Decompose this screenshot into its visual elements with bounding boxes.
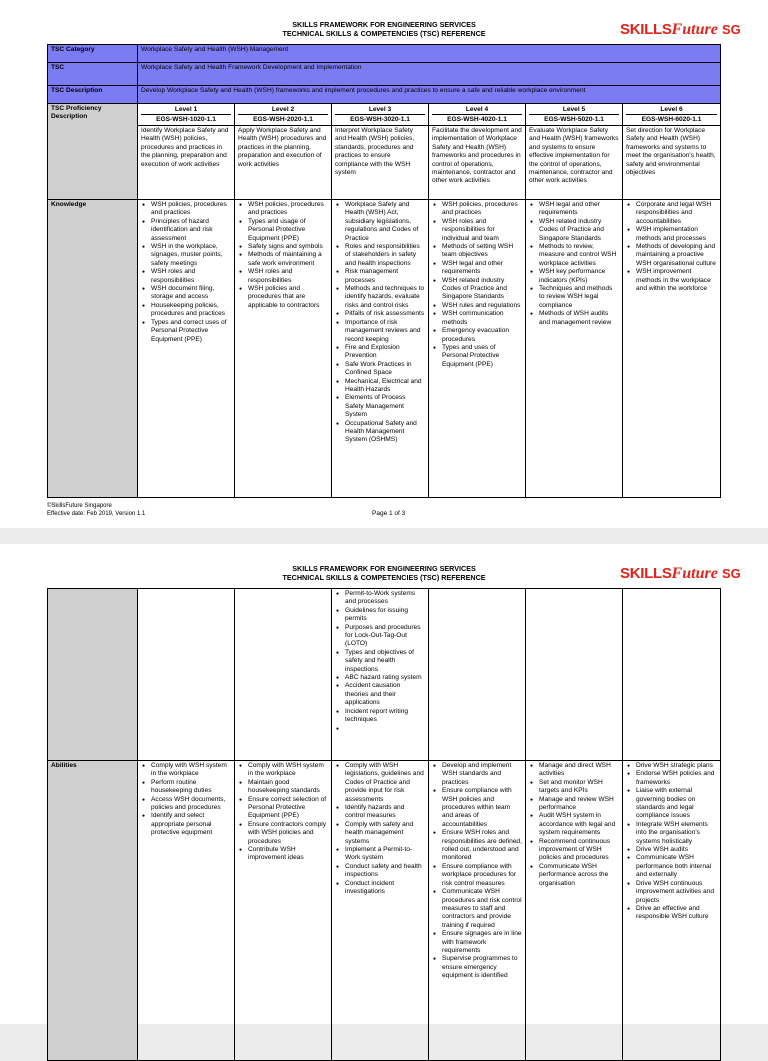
- bullet-item: ● Ensure contractors comply with WSH policies and procedures: [248, 821, 328, 846]
- bullet-item: ● Roles and responsibilities of stakeholders in safety and health inspections: [345, 243, 425, 268]
- tsc-table: [47, 44, 721, 498]
- bullet-item: ● WSH roles and responsibilities: [248, 268, 328, 285]
- bullet-item: ● Supervise programmes to ensure emergency equipment is identified: [442, 955, 522, 980]
- tsc-category-value: Workplace Safety and Health (WSH) Management: [138, 45, 721, 63]
- bullet-item: ● Integrate WSH elements into the organisation's systems holistically: [636, 821, 717, 846]
- bullet-item: ● Contribute WSH improvement ideas: [248, 846, 328, 863]
- bullet-item: ● ABC hazard rating system: [345, 674, 425, 682]
- bullet-item: ● Audit WSH system in accordance with legal and system requirements: [539, 812, 619, 837]
- bullet-item: ● WSH roles and responsibilities for individual and team: [442, 218, 522, 243]
- bullet-item: ● Permit-to-Work systems and processes: [345, 590, 425, 607]
- bullet-item: ● Accident causation theories and their applications: [345, 682, 425, 707]
- bullet-item: ● Develop and implement WSH standards and practices: [442, 762, 522, 787]
- level-1-header: Level 1 EGS-WSH-1020-1.1: [138, 104, 235, 126]
- abilities-label: Abilities: [48, 761, 138, 1061]
- bullet-item: ● Types and usage of Personal Protective Equipment (PPE): [248, 218, 328, 243]
- bullet-item: ● WSH legal and other requirements: [539, 201, 619, 218]
- bullet-item: ● Methods of WSH audits and management review: [539, 310, 619, 327]
- header-subtitle: TECHNICAL SKILLS & COMPETENCIES (TSC) REFERENCE: [282, 573, 486, 582]
- knowledge-level-2: [235, 200, 332, 498]
- header-title: SKILLS FRAMEWORK FOR ENGINEERING SERVICES: [292, 20, 476, 29]
- document-page-2: [0, 544, 768, 1024]
- level-6-description: Set direction for Workplace Safety and Health (WSH) frameworks and systems to meet the organisation's health, safety and environmental objectives: [623, 126, 721, 200]
- bullet-item: ● WSH roles and responsibilities: [151, 268, 231, 285]
- bullet-item: ● Comply with safety and health management systems: [345, 821, 425, 846]
- bullet-item: ● Pitfalls of risk assessments: [345, 310, 425, 318]
- bullet-item: ● Purposes and procedures for Lock-Out-Tag-Out (LOTO): [345, 624, 425, 649]
- bullet-item: ● Techniques and methods to review WSH legal compliance: [539, 285, 619, 310]
- level-3-description: Interpret Workplace Safety and Health (WSH) policies, standards, procedures and practices to ensure compliance with the WSH system: [332, 126, 429, 200]
- abilities-level-6: [623, 761, 721, 1061]
- knowledge-cont-level-4: [429, 589, 526, 761]
- level-4-description: Facilitate the development and implementation of Workplace Safety and Health (WSH) frameworks and procedures in control of operations, maintenance, contractor and other work activities: [429, 126, 526, 200]
- bullet-item: ● Communicate WSH procedures and risk control measures to staff and contractors and provide training if required: [442, 888, 522, 930]
- bullet-item: ● Ensure compliance with WSH policies and procedures within team and areas of accountabilities: [442, 787, 522, 829]
- bullet-item: ● Comply with WSH system in the workplace: [248, 762, 328, 779]
- bullet-item: ● Manage and review WSH performance: [539, 796, 619, 813]
- bullet-item: ● Manage and direct WSH activities: [539, 762, 619, 779]
- bullet-item: ● Drive WSH audits: [636, 846, 717, 854]
- bullet-item: ● WSH document filing, storage and access: [151, 285, 231, 302]
- bullet-item: ● Endorse WSH policies and frameworks: [636, 770, 717, 787]
- level-4-header: Level 4 EGS-WSH-4020-1.1: [429, 104, 526, 126]
- bullet-item: ● Principles of hazard identification and risk assessment: [151, 218, 231, 243]
- header-subtitle: TECHNICAL SKILLS & COMPETENCIES (TSC) REFERENCE: [282, 29, 486, 38]
- bullet-item: ● Guidelines for issuing permits: [345, 607, 425, 624]
- bullet-item: ● Drive WSH continuous improvement activities and projects: [636, 880, 717, 905]
- bullet-item: ● WSH policies, procedures and practices: [442, 201, 522, 218]
- bullet-item: ● Safety signs and symbols: [248, 243, 328, 251]
- bullet-item: ● WSH related industry Codes of Practice and Singapore Standards: [442, 277, 522, 302]
- bullet-item: ● Implement a Permit-to-Work system: [345, 846, 425, 863]
- knowledge-level-4: [429, 200, 526, 498]
- bullet-item: ● Methods of setting WSH team objectives: [442, 243, 522, 260]
- bullet-item: ● WSH in the workplace, signages, muster points, safety meetings: [151, 243, 231, 268]
- level-2-header: Level 2 EGS-WSH-2020-1.1: [235, 104, 332, 126]
- level-2-description: Apply Workplace Safety and Health (WSH) procedures and practices in the planning, preparation and execution of work activities: [235, 126, 332, 200]
- skillsfuture-logo: SKILLSFuture SG: [620, 565, 741, 582]
- tsc-category-label: TSC Category: [48, 45, 138, 63]
- bullet-item: ● Mechanical, Electrical and Health Hazards: [345, 378, 425, 395]
- knowledge-continued-label: [48, 589, 138, 761]
- bullet-item: ● Types and objectives of safety and health inspections: [345, 649, 425, 674]
- bullet-item: ● Ensure WSH roles and responsibilities are defined, rolled out, understood and monitored: [442, 829, 522, 863]
- bullet-item: ● WSH policies, procedures and practices: [248, 201, 328, 218]
- knowledge-cont-level-5: [526, 589, 623, 761]
- page-number: Page 1 of 3: [372, 510, 406, 517]
- knowledge-level-5: [526, 200, 623, 498]
- bullet-item: ● Conduct incident investigations: [345, 880, 425, 897]
- knowledge-level-6: [623, 200, 721, 498]
- bullet-item: ● Ensure compliance with workplace procedures for risk control measures: [442, 863, 522, 888]
- bullet-item: ● Drive WSH strategic plans: [636, 762, 717, 770]
- bullet-item: ● WSH key performance indicators (KPIs): [539, 268, 619, 285]
- bullet-item: ● Communicate WSH performance both internal and externally: [636, 854, 717, 879]
- level-3-header: Level 3 EGS-WSH-3020-1.1: [332, 104, 429, 126]
- bullet-item: ● Liaise with external governing bodies on standards and legal compliance issues: [636, 787, 717, 821]
- bullet-item: ● Identify hazards and control measures: [345, 804, 425, 821]
- abilities-level-2: [235, 761, 332, 1061]
- knowledge-cont-level-6: [623, 589, 721, 761]
- abilities-level-5: [526, 761, 623, 1061]
- knowledge-cont-level-3: [332, 589, 429, 761]
- footer-effective-date: Effective date: Feb 2019, Version 1.1: [47, 511, 146, 517]
- tsc-table-continued: [47, 588, 721, 1061]
- bullet-item: ● Types and uses of Personal Protective Equipment (PPE): [442, 344, 522, 369]
- knowledge-level-3: [332, 200, 429, 498]
- bullet-item: ● Workplace Safety and Health (WSH) Act, subsidiary legislations, regulations and Codes of Practice: [345, 201, 425, 243]
- bullet-item: ● Importance of risk management reviews and record keeping: [345, 319, 425, 344]
- tsc-value: Workplace Safety and Health Framework Development and Implementation: [138, 63, 721, 86]
- bullet-item: ● Methods of maintaining a safe work environment: [248, 251, 328, 268]
- bullet-item: ● Maintain good housekeeping standards: [248, 779, 328, 796]
- level-1-description: Identify Workplace Safety and Health (WSH) policies, procedures and practices in the planning, preparation and execution of work activities: [138, 126, 235, 200]
- bullet-item: ● Types and correct uses of Personal Protective Equipment (PPE): [151, 319, 231, 344]
- bullet-item: ● Housekeeping policies, procedures and practices: [151, 302, 231, 319]
- bullet-item: ● Safe Work Practices in Confined Space: [345, 361, 425, 378]
- bullet-item: ● Recommend continuous improvement of WSH policies and procedures: [539, 838, 619, 863]
- bullet-item: ● Communicate WSH performance across the organisation: [539, 863, 619, 888]
- bullet-item: ● Methods of developing and maintaining a proactive WSH organisational culture: [636, 243, 717, 268]
- knowledge-level-1: [138, 200, 235, 498]
- level-6-header: Level 6 EGS-WSH-6020-1.1: [623, 104, 721, 126]
- bullet-item: ● WSH rules and regulations: [442, 302, 522, 310]
- level-5-description: Evaluate Workplace Safety and Health (WSH) frameworks and systems to ensure effective implementation for the control of operations, maintenance, contractor and other work activities: [526, 126, 623, 200]
- bullet-item: ● WSH policies and procedures that are applicable to contractors: [248, 285, 328, 310]
- bullet-item: ● Emergency evacuation procedures: [442, 327, 522, 344]
- footer-copyright: ©SkillsFuture Singapore: [47, 503, 112, 509]
- bullet-item: ● WSH policies, procedures and practices: [151, 201, 231, 218]
- bullet-item: ● Comply with WSH system in the workplace: [151, 762, 231, 779]
- knowledge-label: Knowledge: [48, 200, 138, 498]
- bullet-item: ● Methods and techniques to identify hazards, evaluate risks and control risks: [345, 285, 425, 310]
- document-page-1: [0, 0, 768, 528]
- tsc-label: TSC: [48, 63, 138, 86]
- bullet-item: ● Access WSH documents, policies and procedures: [151, 796, 231, 813]
- proficiency-label: TSC Proficiency Description: [48, 104, 138, 200]
- bullet-item: ● Set and monitor WSH targets and KPIs: [539, 779, 619, 796]
- tsc-description-value: Develop Workplace Safety and Health (WSH) frameworks and implement procedures and practices to ensure a safe and reliable workplace environment: [138, 86, 721, 104]
- bullet-item: ● WSH communication methods: [442, 310, 522, 327]
- bullet-item: ● Drive an effective and responsible WSH culture: [636, 905, 717, 922]
- bullet-item: ● Occupational Safety and Health Management System (OSHMS): [345, 420, 425, 445]
- bullet-item: ● Identify and select appropriate personal protective equipment: [151, 812, 231, 837]
- knowledge-cont-level-2: [235, 589, 332, 761]
- header-title: SKILLS FRAMEWORK FOR ENGINEERING SERVICES: [292, 564, 476, 573]
- level-5-header: Level 5 EGS-WSH-5020-1.1: [526, 104, 623, 126]
- bullet-item: ● Ensure signages are in line with framework requirements: [442, 930, 522, 955]
- bullet-item: ● Risk management processes: [345, 268, 425, 285]
- abilities-level-4: [429, 761, 526, 1061]
- bullet-item: ● Conduct safety and health inspections: [345, 863, 425, 880]
- bullet-item: ● WSH related industry Codes of Practice and Singapore Standards: [539, 218, 619, 243]
- tsc-description-label: TSC Description: [48, 86, 138, 104]
- bullet-item: ● Fire and Explosion Prevention: [345, 344, 425, 361]
- bullet-item: ● Elements of Process Safety Management System: [345, 394, 425, 419]
- bullet-item: ● Methods to review, measure and control WSH workplace activities: [539, 243, 619, 268]
- bullet-item: ● Corporate and legal WSH responsibilities and accountabilities: [636, 201, 717, 226]
- bullet-item: ● WSH implementation methods and processes: [636, 226, 717, 243]
- abilities-level-3: [332, 761, 429, 1061]
- knowledge-cont-level-1: [138, 589, 235, 761]
- bullet-item: ● WSH improvement methods in the workplace and within the workforce: [636, 268, 717, 293]
- bullet-item: ● Perform routine housekeeping duties: [151, 779, 231, 796]
- bullet-item: ● Ensure correct selection of Personal Protective Equipment (PPE): [248, 796, 328, 821]
- bullet-item: ● Comply with WSH legislations, guidelines and Codes of Practice and provide input for risk assessments: [345, 762, 425, 804]
- skillsfuture-logo: SKILLSFuture SG: [620, 21, 741, 38]
- abilities-level-1: [138, 761, 235, 1061]
- bullet-item: ● Incident report writing techniques: [345, 708, 425, 725]
- bullet-item: ● WSH legal and other requirements: [442, 260, 522, 277]
